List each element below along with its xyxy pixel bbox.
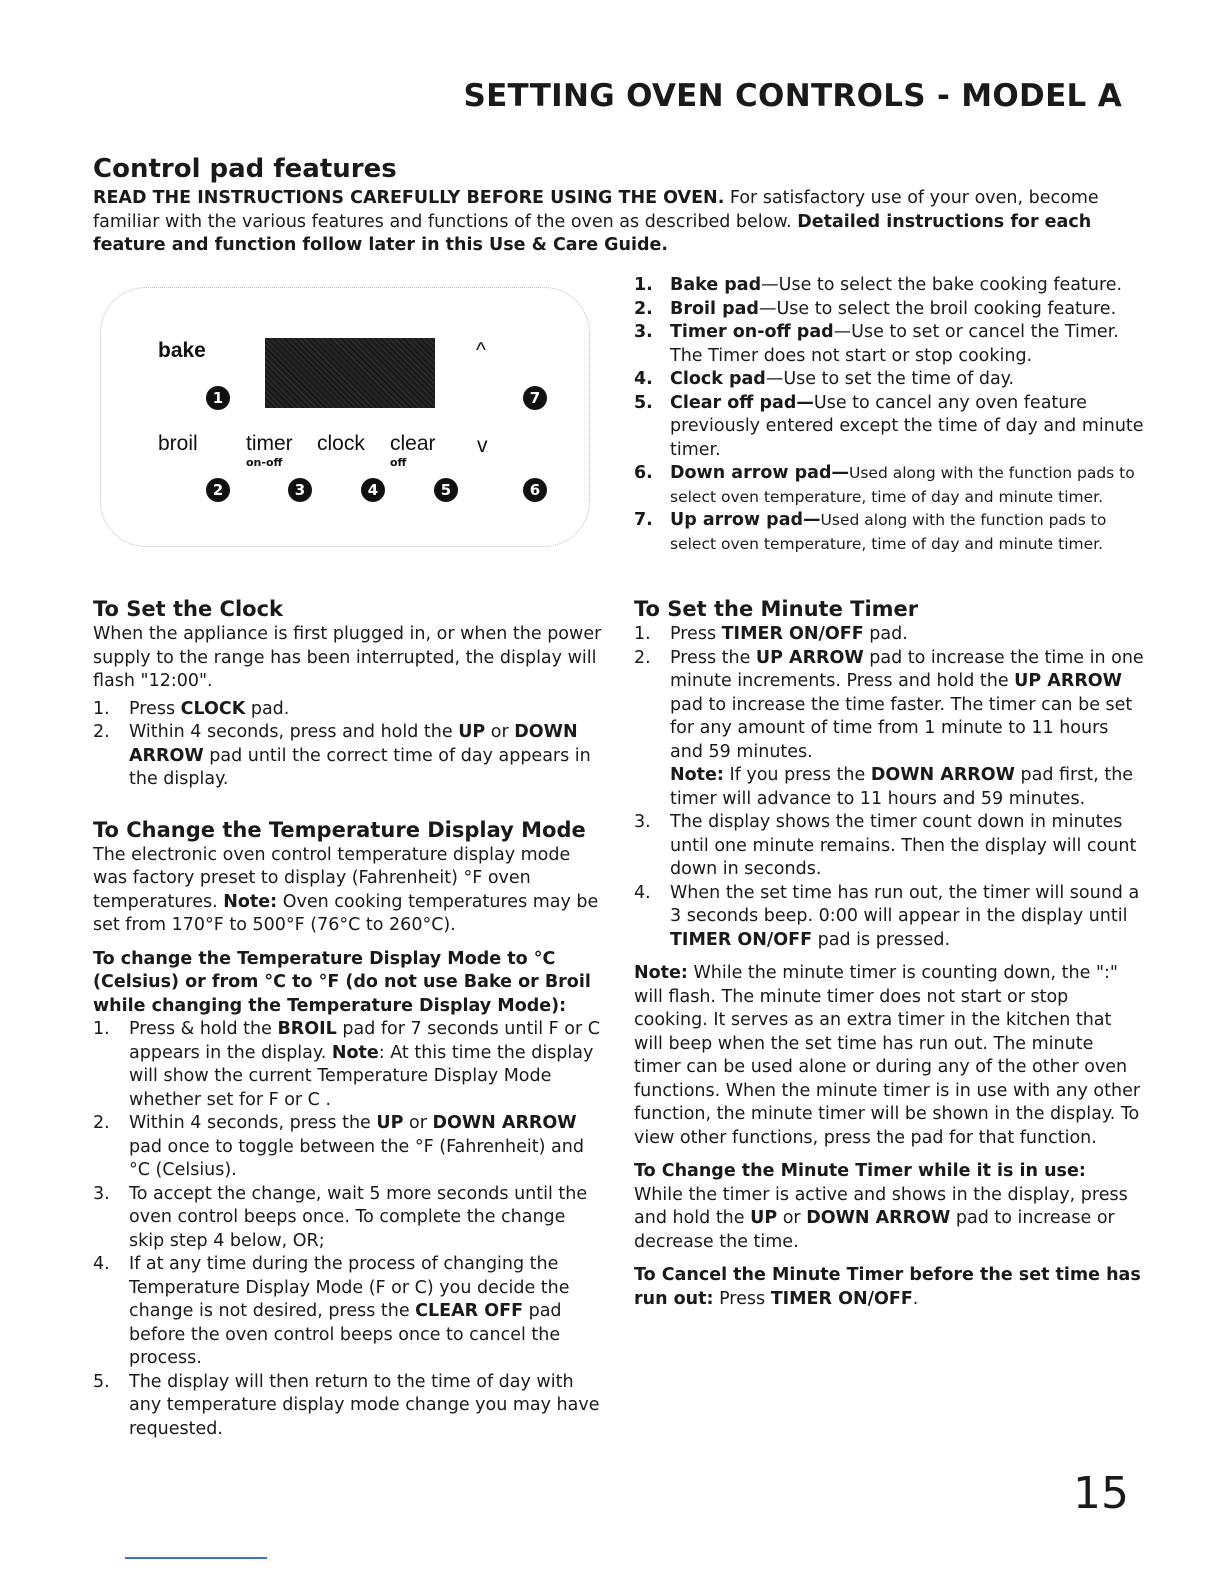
page-title: SETTING OVEN CONTROLS - MODEL A xyxy=(463,78,1122,114)
display-screen xyxy=(265,338,435,408)
list-item: 2. Within 4 seconds, press and hold the UP or DOWN ARROW pad until the correct time of day appears in the display. xyxy=(93,722,591,789)
control-pad-heading: Control pad features xyxy=(93,154,397,184)
feature-item: 7. Up arrow pad—Used along with the function pads to select oven temperature, time of day and minute timer. xyxy=(634,510,1107,553)
callout-1: 1 xyxy=(206,386,230,410)
minute-timer-note: Note: While the minute timer is counting down, the ":" will flash. The minute timer does not start or stop cooking. It serves as an extra timer in the kitchen that will beep when the set time has run out. The minute timer can be used alone or during any of the other oven functions. When the minute timer is in use with any other function, the minute timer will be shown in the display. To view other functions, press the pad for that function. xyxy=(634,963,1141,1148)
feature-item: 4. Clock pad—Use to set the time of day. xyxy=(634,369,1015,389)
list-item: 3. The display shows the timer count down in minutes until one minute remains. Then the display will count down in seconds. xyxy=(634,812,1137,879)
clear-label: clear xyxy=(390,432,436,455)
list-item: 1. Press CLOCK pad. xyxy=(93,698,290,719)
minute-timer-heading: To Set the Minute Timer xyxy=(634,597,919,621)
change-timer-heading: To Change the Minute Timer while it is in use: xyxy=(634,1161,1086,1181)
temp-mode-subheading: To change the Temperature Display Mode to °C (Celsius) or from °C to °F (do not use Bake or Broil while changing the Temperature Display Mode): xyxy=(93,948,591,1016)
down-arrow-label: v xyxy=(477,434,488,457)
bake-label: bake xyxy=(158,339,206,362)
feature-item: 1. Bake pad—Use to select the bake cooking feature. xyxy=(634,275,1123,295)
feature-list xyxy=(634,274,1144,556)
timer-label: timer xyxy=(246,432,293,455)
list-item: 4. If at any time during the process of changing the Temperature Display Mode (F or C) you decide the change is not desired, press the CLEAR OFF pad before the oven control beeps once to cancel the process. xyxy=(93,1254,570,1368)
callout-7: 7 xyxy=(523,386,547,410)
list-item: 1. Press & hold the BROIL pad for 7 seconds until F or C appears in the display. Note: At this time the display will show the current Temperature Display Mode whether set for F or C . xyxy=(93,1019,600,1110)
feature-item: 5. Clear off pad—Use to cancel any oven feature previously entered except the time of day and minute timer. xyxy=(634,392,1144,460)
list-item: 2. Press the UP ARROW pad to increase the time in one minute increments. Press and hold the UP ARROW pad to increase the time faster. The timer can be set for any amount of time from 1 minute to 11 hours and 59 minutes. Note: If you press the DOWN ARROW pad first, the timer will advance to 11 hours and 59 minutes. xyxy=(634,647,1144,809)
left-column xyxy=(93,597,603,1441)
page-number: 15 xyxy=(1073,1468,1129,1519)
intro-paragraph xyxy=(93,187,1138,258)
temp-mode-steps xyxy=(93,1018,603,1441)
list-item: 5. The display will then return to the time of day with any temperature display mode change you may have requested. xyxy=(93,1371,600,1439)
change-timer-text: While the timer is active and shows in the display, press and hold the UP or DOWN ARROW pad to increase or decrease the time. xyxy=(634,1184,1128,1252)
callout-2: 2 xyxy=(206,478,230,502)
list-item: 2. Within 4 seconds, press the UP or DOWN ARROW pad once to toggle between the °F (Fahrenheit) and °C (Celsius). xyxy=(93,1113,584,1180)
timer-sub-label: on-off xyxy=(246,456,283,469)
set-clock-heading: To Set the Clock xyxy=(93,597,283,621)
list-item: 1. Press TIMER ON/OFF pad. xyxy=(634,624,908,644)
intro-text: For satisfactory use of your oven, become familiar with the various features and functions of the oven as described below. xyxy=(93,188,1099,232)
control-panel-illustration xyxy=(100,287,590,547)
feature-item: 3. Timer on-off pad—Use to set or cancel the Timer. The Timer does not start or stop cooking. xyxy=(634,322,1119,366)
intro-bold-2: Detailed instructions for each feature and function follow later in this Use & Care Guide. xyxy=(93,211,1092,255)
feature-item: 6. Down arrow pad—Used along with the function pads to select oven temperature, time of day and minute timer. xyxy=(634,463,1135,506)
minute-timer-steps xyxy=(634,623,1144,952)
callout-4: 4 xyxy=(361,478,385,502)
clear-sub-label: off xyxy=(390,456,407,469)
clock-label: clock xyxy=(317,432,365,455)
list-item: 3. To accept the change, wait 5 more seconds until the oven control beeps once. To complete the change skip step 4 below, OR; xyxy=(93,1183,588,1251)
footer-rule xyxy=(125,1557,267,1559)
cancel-timer-text: To Cancel the Minute Timer before the set time has run out: Press TIMER ON/OFF. xyxy=(634,1265,1141,1309)
up-arrow-label: ^ xyxy=(476,339,486,362)
temp-mode-text: The electronic oven control temperature display mode was factory preset to display (Fahrenheit) °F oven temperatures. Note: Oven cooking temperatures may be set from 170°F to 500°F (76°C to 260°C). xyxy=(93,844,599,935)
callout-5: 5 xyxy=(434,478,458,502)
temp-mode-heading: To Change the Temperature Display Mode xyxy=(93,817,586,842)
broil-label: broil xyxy=(158,432,198,455)
list-item: 4. When the set time has run out, the timer will sound a 3 seconds beep. 0:00 will appear in the display until TIMER ON/OFF pad is pressed. xyxy=(634,882,1140,950)
callout-6: 6 xyxy=(523,478,547,502)
set-clock-steps xyxy=(93,698,603,792)
right-column xyxy=(634,597,1144,1311)
set-clock-text: When the appliance is first plugged in, or when the power supply to the range has been interrupted, the display will flash "12:00". xyxy=(93,624,602,691)
feature-item: 2. Broil pad—Use to select the broil cooking feature. xyxy=(634,298,1117,319)
callout-3: 3 xyxy=(288,478,312,502)
intro-bold: READ THE INSTRUCTIONS CAREFULLY BEFORE USING THE OVEN. xyxy=(93,188,725,208)
